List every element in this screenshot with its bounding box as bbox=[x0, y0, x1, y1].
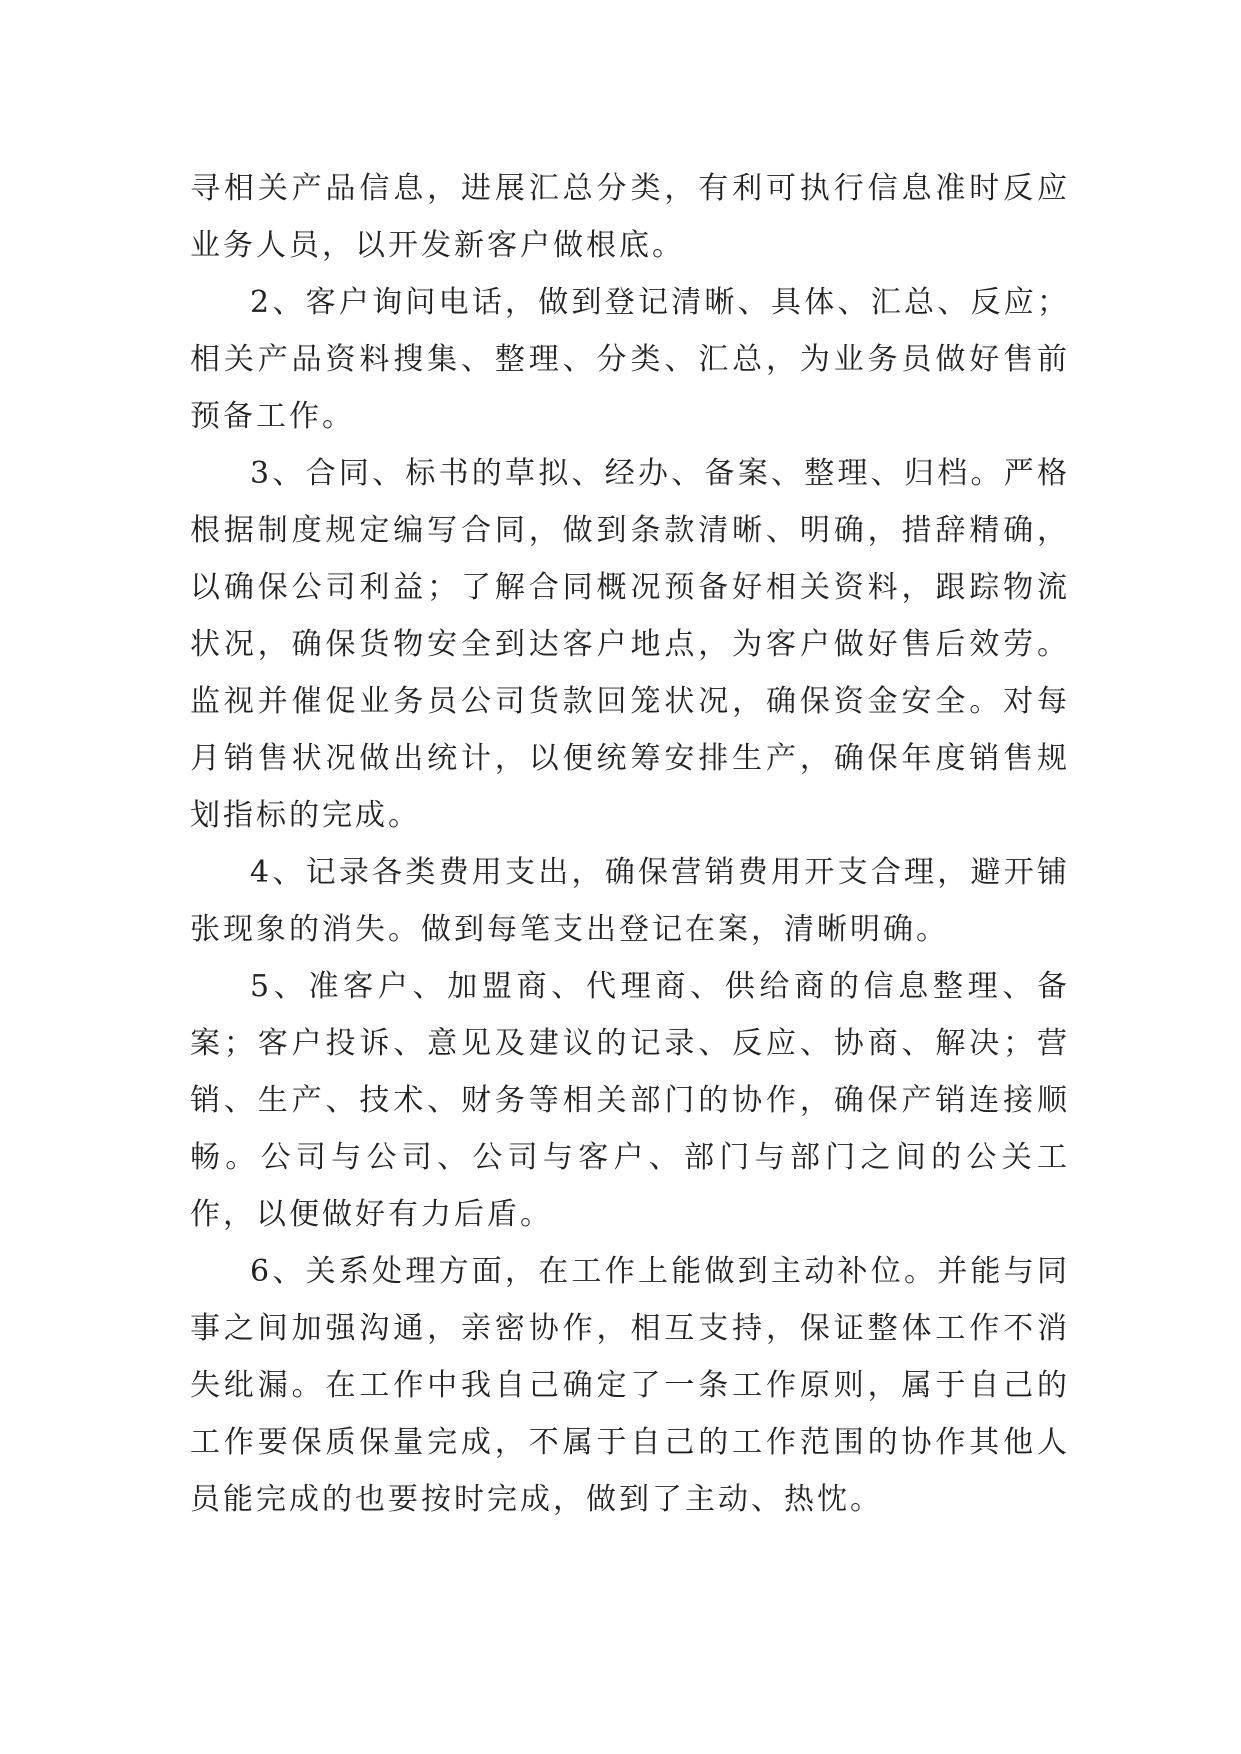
paragraph-item-3: 3、合同、标书的草拟、经办、备案、整理、归档。严格根据制度规定编写合同，做到条款清晰、明确，措辞精确，以确保公司利益；了解合同概况预备好相关资料，跟踪物流状况，确保货物安全到达客户地点，为客户做好售后效劳。监视并催促业务员公司货款回笼状况，确保资金安全。对每月销售状况做出统计，以便统筹安排生产，确保年度销售规划指标的完成。 bbox=[190, 456, 1070, 833]
paragraph-item-2: 2、客户询问电话，做到登记清晰、具体、汇总、反应；相关产品资料搜集、整理、分类、汇总，为业务员做好售前预备工作。 bbox=[190, 285, 1070, 434]
paragraph-item-4: 4、记录各类费用支出，确保营销费用开支合理，避开铺张现象的消失。做到每笔支出登记在案，清晰明确。 bbox=[190, 855, 1070, 947]
document-body bbox=[190, 160, 1070, 1528]
paragraph-item-5: 5、准客户、加盟商、代理商、供给商的信息整理、备案；客户投诉、意见及建议的记录、反应、协商、解决；营销、生产、技术、财务等相关部门的协作，确保产销连接顺畅。公司与公司、公司与客户、部门与部门之间的公关工作，以便做好有力后盾。 bbox=[190, 969, 1070, 1232]
paragraph-item-6: 6、关系处理方面，在工作上能做到主动补位。并能与同事之间加强沟通，亲密协作，相互支持，保证整体工作不消失纰漏。在工作中我自己确定了一条工作原则，属于自己的工作要保质保量完成，不属于自己的工作范围的协作其他人员能完成的也要按时完成，做到了主动、热忱。 bbox=[190, 1254, 1070, 1517]
paragraph-continuation: 寻相关产品信息，进展汇总分类，有利可执行信息准时反应业务人员，以开发新客户做根底。 bbox=[190, 171, 1070, 263]
